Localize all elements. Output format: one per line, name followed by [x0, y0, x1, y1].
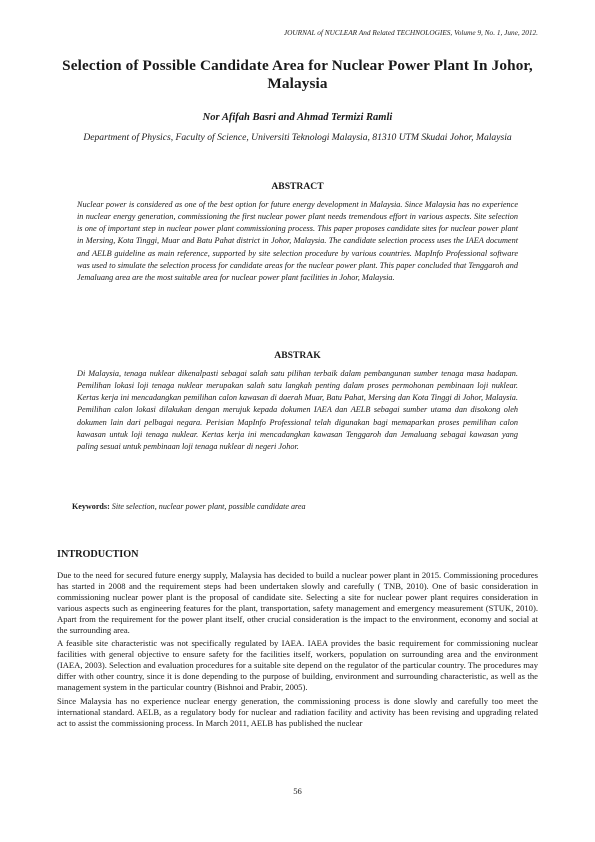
abstrak-text: Di Malaysia, tenaga nuklear dikenalpasti sebagai salah satu pilihan terbaik dalam pembangunan sumber tenaga masa hadapan. Pemilihan lokasi loji tenaga nuklear merupakan salah satu langkah penting dalam proses permohonan pembinaan loji nuklear. Kertas kerja ini mencadangkan pemilihan calon kawasan di daerah Muar, Batu Pahat, Mersing dan Kota Tinggi di Johor, Malaysia. Pemilihan calon lokasi dilakukan dengan merujuk kepada dokumen IAEA dan AELB sebagai sumber utama dan disokong oleh dokumen lain dari pelbagai negara. Perisian MapInfo Professional telah digunakan bagi memaparkan proses pemilihan calon kawasan untuk loji tenaga nuklear. Kertas kerja ini mencadangkan kawasan Tenggaroh dan Jemaluang sebagai kawasan yang paling sesuai untuk pembinaan loji tenaga nuklear di negeri Johor. [77, 369, 518, 451]
abstrak-heading: ABSTRAK [274, 350, 321, 361]
page-number: 56 [293, 786, 302, 796]
intro-paragraph-2: A feasible site characteristic was not specifically regulated by IAEA. IAEA provides the basic requirement for commissioning nuclear facilities with general objective to ensure safety for the facilities itself, workers, population on surrounding area and the environment (IAEA, 2003). Selection and evaluation procedures for a suitable site depend on the regulator of the particular country. The procedures may differ with other country, since it is done depending to the purpose of building, environment and surrounding characteristic, as well as the management system in the particular country (Bishnoi and Prabir, 2005). [57, 638, 538, 693]
keywords-text: Site selection, nuclear power plant, possible candidate area [111, 502, 306, 511]
intro-paragraph-1: Due to the need for secured future energy supply, Malaysia has decided to build a nuclear power plant in 2015. Commissioning procedures has started in 2008 and the requirement steps had been undertaken slowly and carefully ( TNB, 2010). One of basic consideration in commissioning nuclear power plant is the proposal of candidate site. Selecting a site for nuclear power plant requires consideration in various aspects such as engineering features for the plant, transportation, safety management and emergency measurement (STUK, 2010). Apart from the requirement for the power plant itself, other crucial consideration is the impact to the environment, economy and social at the surrounding area. [57, 570, 538, 635]
abstract-text: Nuclear power is considered as one of the best option for future energy development in Malaysia. Since Malaysia has no experience in nuclear energy generation, commissioning the first nuclear power plant needs tremendous effort in various aspects. Site selection is one of important step in nuclear power plant commissioning process. This paper proposes candidate sites for nuclear power plant in Mersing, Kota Tinggi, Muar and Batu Pahat district in Johor, Malaysia. The candidate selection process uses the IAEA document and AELB guideline as main reference, supported by site selection procedure by various countries. MapInfo Professional software was used to simulate the selection process for candidate areas for the nuclear power plant. This paper concluded that Tenggaroh and Jemaluang area are the most suitable area for nuclear power plant facilities in Johor, Malaysia. [77, 200, 518, 282]
keywords-label: Keywords: [72, 502, 110, 511]
paper-title: Selection of Possible Candidate Area for Nuclear Power Plant In Johor, Malaysia [62, 57, 533, 92]
abstract-heading: ABSTRACT [271, 181, 324, 192]
authors: Nor Afifah Basri and Ahmad Termizi Ramli [202, 112, 393, 123]
running-head: JOURNAL of NUCLEAR And Related TECHNOLOGIES, Volume 9, No. 1, June, 2012. [283, 28, 538, 37]
intro-paragraph-3: Since Malaysia has no experience nuclear energy generation, the commissioning process is done slowly and carefully too meet the international standard. AELB, as a regulatory body for nuclear and radiation facility and activity has been revising and upgrading related act to assist the commissioning process. In March 2011, AELB has published the nuclear [57, 695, 538, 728]
affiliation: Department of Physics, Faculty of Science, Universiti Teknologi Malaysia, 81310 UTM Skudai Johor, Malaysia [83, 132, 512, 143]
keywords [72, 502, 306, 511]
introduction-heading: INTRODUCTION [57, 549, 139, 560]
introduction-body [57, 570, 538, 732]
